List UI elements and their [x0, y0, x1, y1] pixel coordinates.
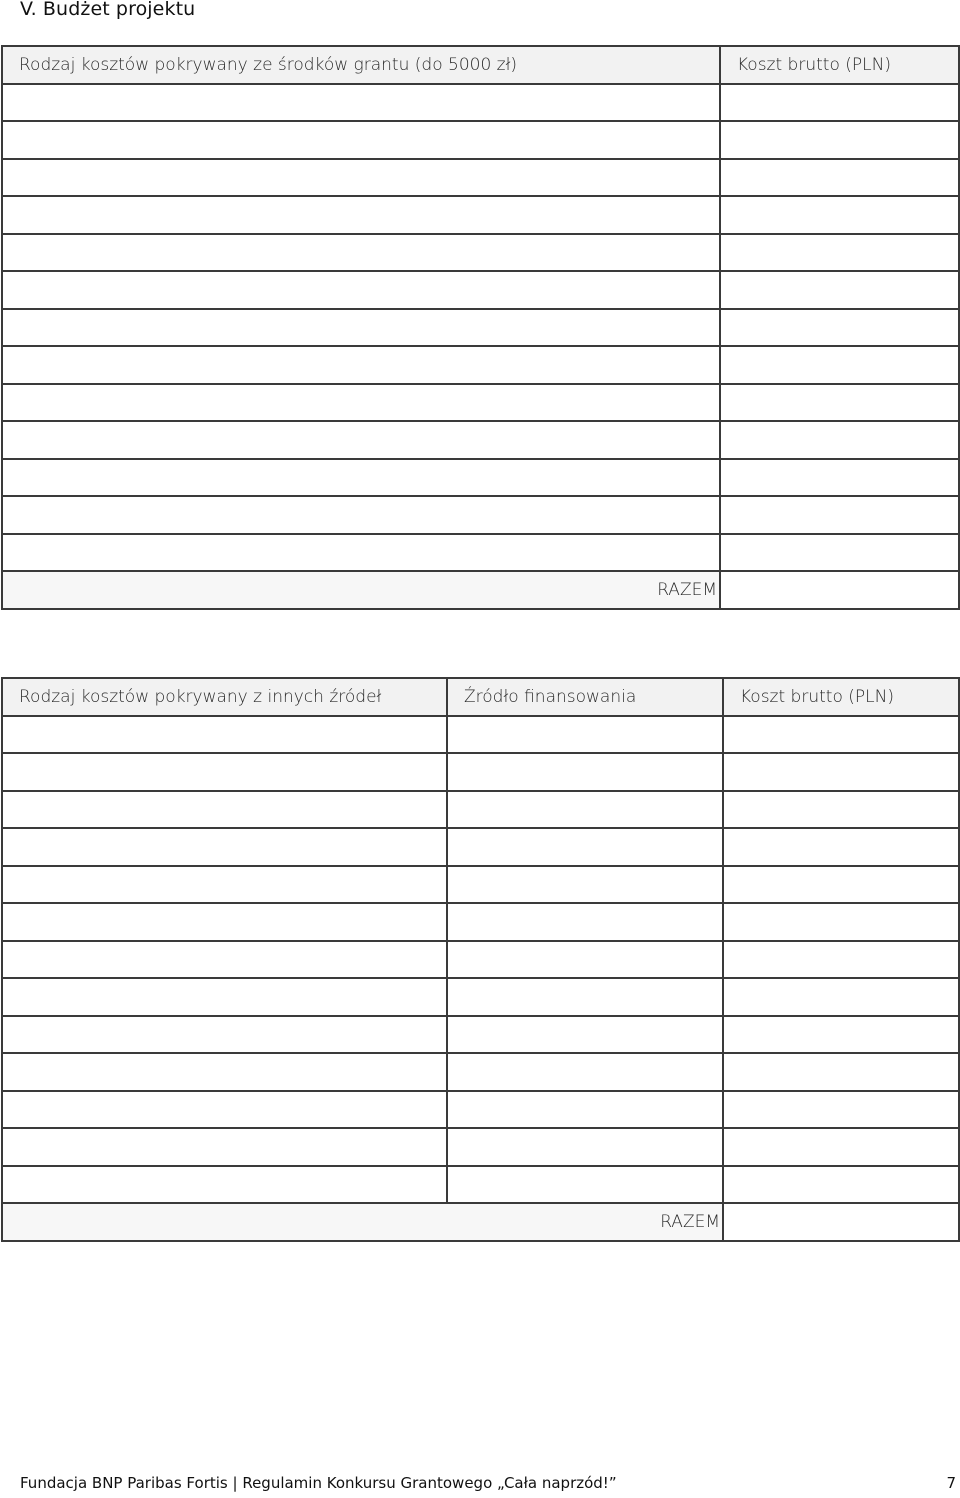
table-row	[2, 421, 959, 459]
table-cell-input[interactable]	[720, 384, 959, 422]
table-row	[2, 941, 959, 979]
table-row	[2, 978, 959, 1016]
table-row	[2, 1166, 959, 1204]
table-cell-input[interactable]	[720, 196, 959, 234]
table-cell-input[interactable]	[720, 84, 959, 122]
table-cell-input[interactable]	[723, 1053, 959, 1091]
table-cell-input[interactable]	[723, 978, 959, 1016]
table-row	[2, 384, 959, 422]
table-cell-input[interactable]	[447, 1128, 723, 1166]
table-row	[2, 459, 959, 497]
table-cell-input[interactable]	[720, 271, 959, 309]
column-header-gross-cost: Koszt brutto (PLN)	[720, 46, 959, 84]
table-cell-input[interactable]	[720, 346, 959, 384]
table-row	[2, 534, 959, 572]
section-title: V. Budżet projektu	[20, 0, 196, 20]
table-cell-input[interactable]	[723, 1166, 959, 1204]
table-row	[2, 346, 959, 384]
table-row	[2, 1053, 959, 1091]
table-cell-input[interactable]	[2, 196, 720, 234]
table-cell-input[interactable]	[720, 121, 959, 159]
other-sources-header-row	[2, 678, 959, 716]
table-cell-input[interactable]	[723, 941, 959, 979]
page-footer: Fundacja BNP Paribas Fortis | Regulamin Konkursu Grantowego „Cała naprzód!”	[20, 1474, 617, 1492]
table-cell-input[interactable]	[447, 716, 723, 754]
table-cell-input[interactable]	[2, 421, 720, 459]
table-cell-input[interactable]	[720, 496, 959, 534]
table-cell-input[interactable]	[723, 1016, 959, 1054]
table-cell-input[interactable]	[447, 978, 723, 1016]
table-row	[2, 866, 959, 904]
table-row	[2, 159, 959, 197]
table-cell-input[interactable]	[447, 1053, 723, 1091]
table-cell-input[interactable]	[447, 828, 723, 866]
table-cell-input[interactable]	[2, 1128, 447, 1166]
table-cell-input[interactable]	[2, 384, 720, 422]
table-row	[2, 716, 959, 754]
page-number: 7	[946, 1474, 956, 1492]
table-row	[2, 828, 959, 866]
column-header-cost-type: Rodzaj kosztów pokrywany ze środków grantu (do 5000 zł)	[2, 46, 720, 84]
table-row	[2, 121, 959, 159]
column-header-cost-type: Rodzaj kosztów pokrywany z innych źródeł	[2, 678, 447, 716]
table-cell-input[interactable]	[720, 421, 959, 459]
other-sources-costs-table	[1, 677, 960, 1242]
table-cell-input[interactable]	[723, 716, 959, 754]
table-cell-input[interactable]	[2, 159, 720, 197]
table-cell-input[interactable]	[720, 159, 959, 197]
table-row	[2, 903, 959, 941]
table-cell-input[interactable]	[2, 271, 720, 309]
grant-costs-header-row	[2, 46, 959, 84]
table-cell-input[interactable]	[2, 309, 720, 347]
table-cell-input[interactable]	[2, 903, 447, 941]
table-cell-input[interactable]	[2, 716, 447, 754]
table-row	[2, 196, 959, 234]
table-cell-input[interactable]	[720, 459, 959, 497]
table-cell-input[interactable]	[2, 121, 720, 159]
table-cell-input[interactable]	[2, 84, 720, 122]
table-cell-input[interactable]	[447, 753, 723, 791]
table-row	[2, 1128, 959, 1166]
table-cell-input[interactable]	[723, 866, 959, 904]
table-cell-input[interactable]	[2, 791, 447, 829]
total-label: RAZEM	[2, 1203, 723, 1241]
table-cell-input[interactable]	[447, 1091, 723, 1129]
table-cell-input[interactable]	[2, 1053, 447, 1091]
table-cell-input[interactable]	[2, 828, 447, 866]
table-cell-input[interactable]	[447, 791, 723, 829]
table-cell-input[interactable]	[720, 309, 959, 347]
table-cell-input[interactable]	[447, 1166, 723, 1204]
table-cell-input[interactable]	[447, 866, 723, 904]
table-cell-input[interactable]	[2, 978, 447, 1016]
total-label: RAZEM	[2, 571, 720, 609]
table-cell-input[interactable]	[2, 1166, 447, 1204]
table-cell-input[interactable]	[2, 234, 720, 272]
table-cell-input[interactable]	[720, 534, 959, 572]
table-row	[2, 309, 959, 347]
total-row	[2, 1203, 959, 1241]
table-cell-input[interactable]	[2, 459, 720, 497]
total-row	[2, 571, 959, 609]
table-cell-input[interactable]	[723, 1091, 959, 1129]
table-cell-input[interactable]	[723, 828, 959, 866]
table-cell-input[interactable]	[2, 534, 720, 572]
table-cell-input[interactable]	[2, 753, 447, 791]
table-cell-input[interactable]	[723, 1128, 959, 1166]
total-value-cell[interactable]	[720, 571, 959, 609]
table-cell-input[interactable]	[2, 346, 720, 384]
table-row	[2, 753, 959, 791]
table-row	[2, 791, 959, 829]
table-cell-input[interactable]	[447, 903, 723, 941]
table-row	[2, 1016, 959, 1054]
table-cell-input[interactable]	[2, 496, 720, 534]
table-cell-input[interactable]	[2, 1091, 447, 1129]
column-header-funding-source: Źródło finansowania	[447, 678, 723, 716]
table-cell-input[interactable]	[723, 753, 959, 791]
grant-costs-table	[1, 45, 960, 610]
table-row	[2, 271, 959, 309]
table-cell-input[interactable]	[723, 791, 959, 829]
table-cell-input[interactable]	[723, 903, 959, 941]
table-row	[2, 84, 959, 122]
table-cell-input[interactable]	[2, 941, 447, 979]
table-cell-input[interactable]	[2, 1016, 447, 1054]
table-row	[2, 234, 959, 272]
table-cell-input[interactable]	[447, 1016, 723, 1054]
table-cell-input[interactable]	[447, 941, 723, 979]
total-value-cell[interactable]	[723, 1203, 959, 1241]
column-header-gross-cost: Koszt brutto (PLN)	[723, 678, 959, 716]
table-row	[2, 496, 959, 534]
table-cell-input[interactable]	[2, 866, 447, 904]
table-row	[2, 1091, 959, 1129]
table-cell-input[interactable]	[720, 234, 959, 272]
